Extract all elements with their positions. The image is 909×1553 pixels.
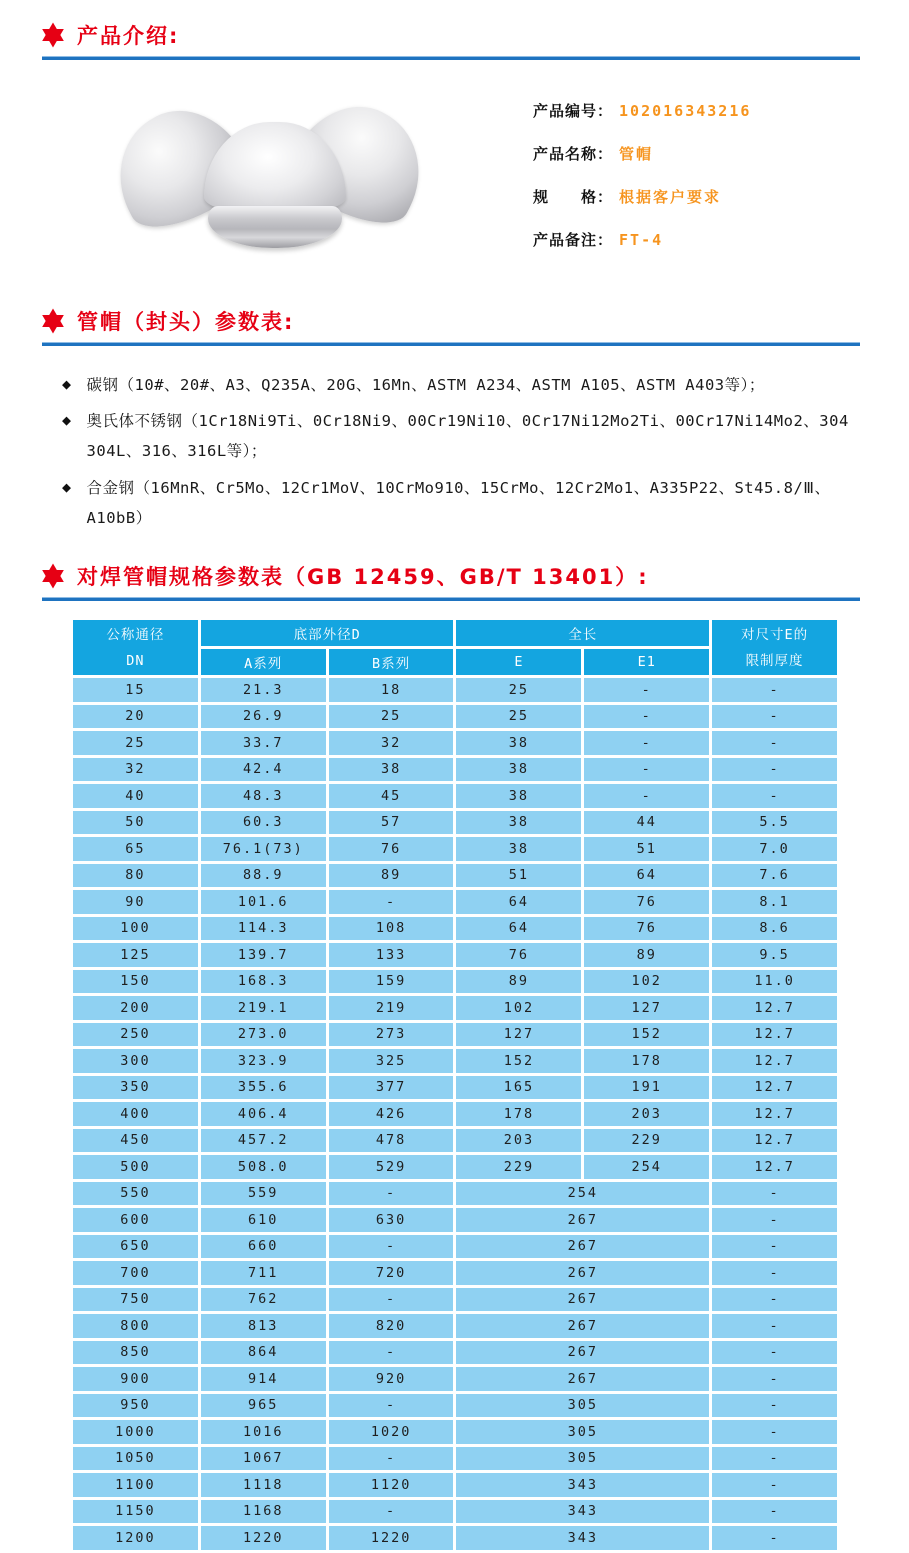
table-cell: 965 (201, 1394, 326, 1418)
table-cell: 168.3 (201, 970, 326, 994)
table-cell: 76 (584, 917, 709, 941)
spec-table-body (73, 678, 837, 1550)
section-intro-title: 产品介绍: (77, 24, 180, 48)
table-cell: 1016 (201, 1420, 326, 1444)
table-cell: 529 (329, 1155, 454, 1179)
table-cell: - (712, 705, 837, 729)
table-cell: 38 (456, 758, 581, 782)
table-cell: - (712, 1288, 837, 1312)
table-cell: 660 (201, 1235, 326, 1259)
table-cell: 600 (73, 1208, 198, 1232)
table-row (73, 1341, 837, 1365)
diamond-bullet-icon: ◆ (62, 477, 72, 496)
table-cell: 229 (584, 1129, 709, 1153)
table-cell: 108 (329, 917, 454, 941)
product-spec-field (533, 186, 751, 207)
list-item (62, 370, 862, 400)
table-cell: - (712, 1261, 837, 1285)
table-cell: 38 (456, 837, 581, 861)
section-intro-header (40, 0, 909, 50)
table-cell: 920 (329, 1367, 454, 1391)
table-cell: 25 (329, 705, 454, 729)
table-cell: - (712, 1420, 837, 1444)
table-cell: 12.7 (712, 1023, 837, 1047)
table-cell: - (712, 1394, 837, 1418)
table-cell: 21.3 (201, 678, 326, 702)
table-cell: 114.3 (201, 917, 326, 941)
list-item (62, 473, 862, 533)
table-cell: 305 (456, 1447, 709, 1471)
table-cell: - (329, 1182, 454, 1206)
table-cell: 1220 (201, 1526, 326, 1550)
col-header-length: 全长 (456, 620, 709, 646)
table-cell: 42.4 (201, 758, 326, 782)
table-cell: 7.6 (712, 864, 837, 888)
table-row (73, 1049, 837, 1073)
table-cell: 711 (201, 1261, 326, 1285)
material-stainless-steel-text: 奥氏体不锈钢（1Cr18Ni9Ti、0Cr18Ni9、00Cr19Ni10、0Cr17Ni12Mo2Ti、00Cr17Ni14Mo2、304 304L、316、316L等）； (86, 412, 849, 461)
table-cell: 267 (456, 1208, 709, 1232)
table-cell: 90 (73, 890, 198, 914)
table-cell: 60.3 (201, 811, 326, 835)
spec-table-header (73, 620, 837, 675)
col-header-e: E (456, 649, 581, 675)
table-cell: 18 (329, 678, 454, 702)
table-cell: 559 (201, 1182, 326, 1206)
product-code-field (533, 100, 751, 121)
table-cell: 914 (201, 1367, 326, 1391)
table-cell: 200 (73, 996, 198, 1020)
table-cell: - (584, 705, 709, 729)
table-cell: 12.7 (712, 1155, 837, 1179)
table-cell: 1050 (73, 1447, 198, 1471)
table-cell: 1067 (201, 1447, 326, 1471)
table-cell: 267 (456, 1314, 709, 1338)
table-row (73, 1473, 837, 1497)
table-cell: 88.9 (201, 864, 326, 888)
product-name-label: 产品名称： (533, 145, 614, 163)
table-cell: 400 (73, 1102, 198, 1126)
table-cell: 25 (456, 678, 581, 702)
section-divider-line (42, 597, 860, 601)
table-row (73, 1420, 837, 1444)
table-cell: 630 (329, 1208, 454, 1232)
table-cell: 150 (73, 970, 198, 994)
product-overview (112, 94, 909, 272)
table-cell: 229 (456, 1155, 581, 1179)
table-cell: 127 (584, 996, 709, 1020)
table-cell: 610 (201, 1208, 326, 1232)
table-cell: 813 (201, 1314, 326, 1338)
table-cell: - (712, 1235, 837, 1259)
table-cell: 12.7 (712, 1049, 837, 1073)
table-cell: 15 (73, 678, 198, 702)
product-code-value: 102016343216 (619, 102, 752, 120)
table-cell: 9.5 (712, 943, 837, 967)
red-star-icon (40, 308, 66, 334)
table-cell: 273 (329, 1023, 454, 1047)
table-cell: 165 (456, 1076, 581, 1100)
table-cell: - (329, 1235, 454, 1259)
table-cell: 76 (329, 837, 454, 861)
table-cell: - (584, 784, 709, 808)
table-cell: 267 (456, 1261, 709, 1285)
table-cell: - (712, 1341, 837, 1365)
table-cell: 203 (456, 1129, 581, 1153)
table-cell: 65 (73, 837, 198, 861)
table-cell: 1000 (73, 1420, 198, 1444)
table-cell: 125 (73, 943, 198, 967)
table-cell: 254 (456, 1182, 709, 1206)
table-cell: - (584, 758, 709, 782)
table-cell: 159 (329, 970, 454, 994)
pipe-cap-center-image (204, 122, 346, 250)
table-row (73, 996, 837, 1020)
table-cell: 500 (73, 1155, 198, 1179)
table-cell: 355.6 (201, 1076, 326, 1100)
table-row (73, 811, 837, 835)
product-spec-label: 规 格： (533, 188, 614, 206)
table-cell: 1020 (329, 1420, 454, 1444)
table-row (73, 1261, 837, 1285)
table-row (73, 758, 837, 782)
table-row (73, 1394, 837, 1418)
table-cell: 38 (456, 731, 581, 755)
table-cell: - (712, 678, 837, 702)
table-cell: 219.1 (201, 996, 326, 1020)
table-cell: 7.0 (712, 837, 837, 861)
table-row (73, 1526, 837, 1550)
table-cell: - (584, 731, 709, 755)
table-cell: 64 (456, 917, 581, 941)
table-cell: - (712, 1500, 837, 1524)
table-cell: 127 (456, 1023, 581, 1047)
table-cell: 11.0 (712, 970, 837, 994)
table-row (73, 1235, 837, 1259)
table-cell: 50 (73, 811, 198, 835)
table-cell: 550 (73, 1182, 198, 1206)
table-cell: 450 (73, 1129, 198, 1153)
table-cell: 219 (329, 996, 454, 1020)
table-cell: 45 (329, 784, 454, 808)
table-cell: 191 (584, 1076, 709, 1100)
table-row (73, 917, 837, 941)
table-cell: 1168 (201, 1500, 326, 1524)
table-row (73, 784, 837, 808)
table-cell: 650 (73, 1235, 198, 1259)
table-cell: 25 (73, 731, 198, 755)
section-spec-title: 对焊管帽规格参数表（GB 12459、GB/T 13401）: (77, 565, 649, 590)
table-cell: 102 (584, 970, 709, 994)
table-cell: 178 (584, 1049, 709, 1073)
table-row (73, 970, 837, 994)
table-cell: - (712, 758, 837, 782)
table-cell: 76.1(73) (201, 837, 326, 861)
table-cell: 12.7 (712, 1076, 837, 1100)
table-cell: - (329, 890, 454, 914)
table-cell: - (584, 678, 709, 702)
table-cell: - (712, 1526, 837, 1550)
table-row (73, 1367, 837, 1391)
table-cell: 8.1 (712, 890, 837, 914)
table-cell: 64 (456, 890, 581, 914)
table-cell: - (712, 1367, 837, 1391)
table-cell: 406.4 (201, 1102, 326, 1126)
product-code-label: 产品编号： (533, 102, 614, 120)
table-cell: - (329, 1500, 454, 1524)
spec-table (70, 617, 840, 1553)
table-cell: 305 (456, 1394, 709, 1418)
table-cell: 38 (456, 784, 581, 808)
table-cell: 750 (73, 1288, 198, 1312)
table-cell: 900 (73, 1367, 198, 1391)
table-cell: 343 (456, 1473, 709, 1497)
table-cell: 33.7 (201, 731, 326, 755)
table-cell: 1200 (73, 1526, 198, 1550)
table-cell: 51 (584, 837, 709, 861)
section-divider-line (42, 342, 860, 346)
table-cell: - (712, 1314, 837, 1338)
diamond-bullet-icon: ◆ (62, 411, 72, 430)
product-name-field (533, 143, 751, 164)
product-spec-value: 根据客户要求 (619, 188, 722, 206)
table-cell: 76 (456, 943, 581, 967)
red-star-icon (40, 22, 66, 48)
table-cell: 44 (584, 811, 709, 835)
table-cell: 76 (584, 890, 709, 914)
table-cell: 343 (456, 1500, 709, 1524)
list-item (62, 406, 862, 466)
table-cell: 139.7 (201, 943, 326, 967)
table-cell: - (712, 1208, 837, 1232)
table-cell: 300 (73, 1049, 198, 1073)
table-cell: 950 (73, 1394, 198, 1418)
material-alloy-steel-text: 合金钢（16MnR、Cr5Mo、12Cr1MoV、10CrMo910、15CrMo、12Cr2Mo1、A335P22、St45.8/Ⅲ、A10bB） (86, 478, 831, 527)
table-row (73, 1129, 837, 1153)
table-row (73, 1314, 837, 1338)
table-cell: - (712, 1182, 837, 1206)
table-cell: 700 (73, 1261, 198, 1285)
table-cell: 80 (73, 864, 198, 888)
table-cell: 267 (456, 1288, 709, 1312)
section-params-header (40, 306, 909, 336)
table-cell: 762 (201, 1288, 326, 1312)
table-cell: 426 (329, 1102, 454, 1126)
table-cell: - (712, 1473, 837, 1497)
table-cell: - (329, 1447, 454, 1471)
table-cell: 152 (456, 1049, 581, 1073)
table-cell: - (329, 1288, 454, 1312)
table-row (73, 678, 837, 702)
table-cell: 820 (329, 1314, 454, 1338)
col-header-limit-thickness: 对尺寸E的 限制厚度 (712, 620, 837, 675)
section-spec-header (40, 561, 909, 591)
table-row (73, 731, 837, 755)
table-cell: 305 (456, 1420, 709, 1444)
table-cell: 102 (456, 996, 581, 1020)
table-cell: 51 (456, 864, 581, 888)
table-cell: 1100 (73, 1473, 198, 1497)
table-cell: 267 (456, 1367, 709, 1391)
table-cell: 254 (584, 1155, 709, 1179)
table-cell: 5.5 (712, 811, 837, 835)
diamond-bullet-icon: ◆ (62, 375, 72, 393)
table-cell: 32 (73, 758, 198, 782)
table-cell: 25 (456, 705, 581, 729)
table-cell: - (329, 1341, 454, 1365)
table-cell: 323.9 (201, 1049, 326, 1073)
table-cell: 89 (456, 970, 581, 994)
product-photo (112, 94, 427, 252)
table-cell: 377 (329, 1076, 454, 1100)
table-cell: - (712, 731, 837, 755)
table-row (73, 1182, 837, 1206)
table-cell: 1118 (201, 1473, 326, 1497)
table-cell: - (329, 1394, 454, 1418)
table-row (73, 943, 837, 967)
table-row (73, 1023, 837, 1047)
product-remark-field (533, 229, 751, 250)
red-star-icon (40, 563, 66, 589)
table-cell: 133 (329, 943, 454, 967)
table-row (73, 1155, 837, 1179)
table-row (73, 705, 837, 729)
table-cell: 100 (73, 917, 198, 941)
table-cell: - (712, 1447, 837, 1471)
product-info (533, 94, 751, 272)
material-carbon-steel-text: 碳钢（10#、20#、A3、Q235A、20G、16Mn、ASTM A234、ASTM A105、ASTM A403等）； (86, 376, 765, 394)
section-params-title: 管帽（封头）参数表: (77, 310, 295, 334)
table-cell: 12.7 (712, 1102, 837, 1126)
col-header-a-series: A系列 (201, 649, 326, 675)
table-cell: 38 (329, 758, 454, 782)
table-cell: 8.6 (712, 917, 837, 941)
table-cell: 32 (329, 731, 454, 755)
col-header-bottom-od: 底部外径D (201, 620, 454, 646)
table-row (73, 1447, 837, 1471)
table-cell: 89 (329, 864, 454, 888)
table-row (73, 1208, 837, 1232)
table-cell: 350 (73, 1076, 198, 1100)
table-cell: 508.0 (201, 1155, 326, 1179)
table-cell: 478 (329, 1129, 454, 1153)
table-row (73, 1102, 837, 1126)
table-cell: 178 (456, 1102, 581, 1126)
product-name-value: 管帽 (619, 145, 654, 163)
col-header-dn: 公称通径 DN (73, 620, 198, 675)
table-row (73, 1076, 837, 1100)
table-cell: 57 (329, 811, 454, 835)
table-row (73, 837, 837, 861)
table-row (73, 1288, 837, 1312)
table-cell: 343 (456, 1526, 709, 1550)
table-cell: 250 (73, 1023, 198, 1047)
table-cell: 12.7 (712, 1129, 837, 1153)
table-cell: 12.7 (712, 996, 837, 1020)
product-remark-value: FT-4 (619, 231, 664, 249)
table-cell: 1220 (329, 1526, 454, 1550)
col-header-e1: E1 (584, 649, 709, 675)
table-row (73, 1500, 837, 1524)
table-cell: 273.0 (201, 1023, 326, 1047)
table-cell: 101.6 (201, 890, 326, 914)
table-cell: 800 (73, 1314, 198, 1338)
table-cell: 26.9 (201, 705, 326, 729)
table-cell: 89 (584, 943, 709, 967)
section-divider-line (42, 56, 860, 60)
table-cell: 152 (584, 1023, 709, 1047)
product-remark-label: 产品备注： (533, 231, 614, 249)
table-cell: 38 (456, 811, 581, 835)
table-cell: - (712, 784, 837, 808)
table-cell: 1150 (73, 1500, 198, 1524)
table-cell: 850 (73, 1341, 198, 1365)
table-row (73, 864, 837, 888)
table-cell: 267 (456, 1341, 709, 1365)
table-cell: 48.3 (201, 784, 326, 808)
table-cell: 267 (456, 1235, 709, 1259)
table-row (73, 890, 837, 914)
table-cell: 864 (201, 1341, 326, 1365)
table-cell: 203 (584, 1102, 709, 1126)
table-cell: 64 (584, 864, 709, 888)
materials-list (62, 370, 862, 533)
table-cell: 1120 (329, 1473, 454, 1497)
col-header-b-series: B系列 (329, 649, 454, 675)
table-cell: 40 (73, 784, 198, 808)
table-cell: 20 (73, 705, 198, 729)
table-cell: 457.2 (201, 1129, 326, 1153)
table-cell: 325 (329, 1049, 454, 1073)
table-cell: 720 (329, 1261, 454, 1285)
